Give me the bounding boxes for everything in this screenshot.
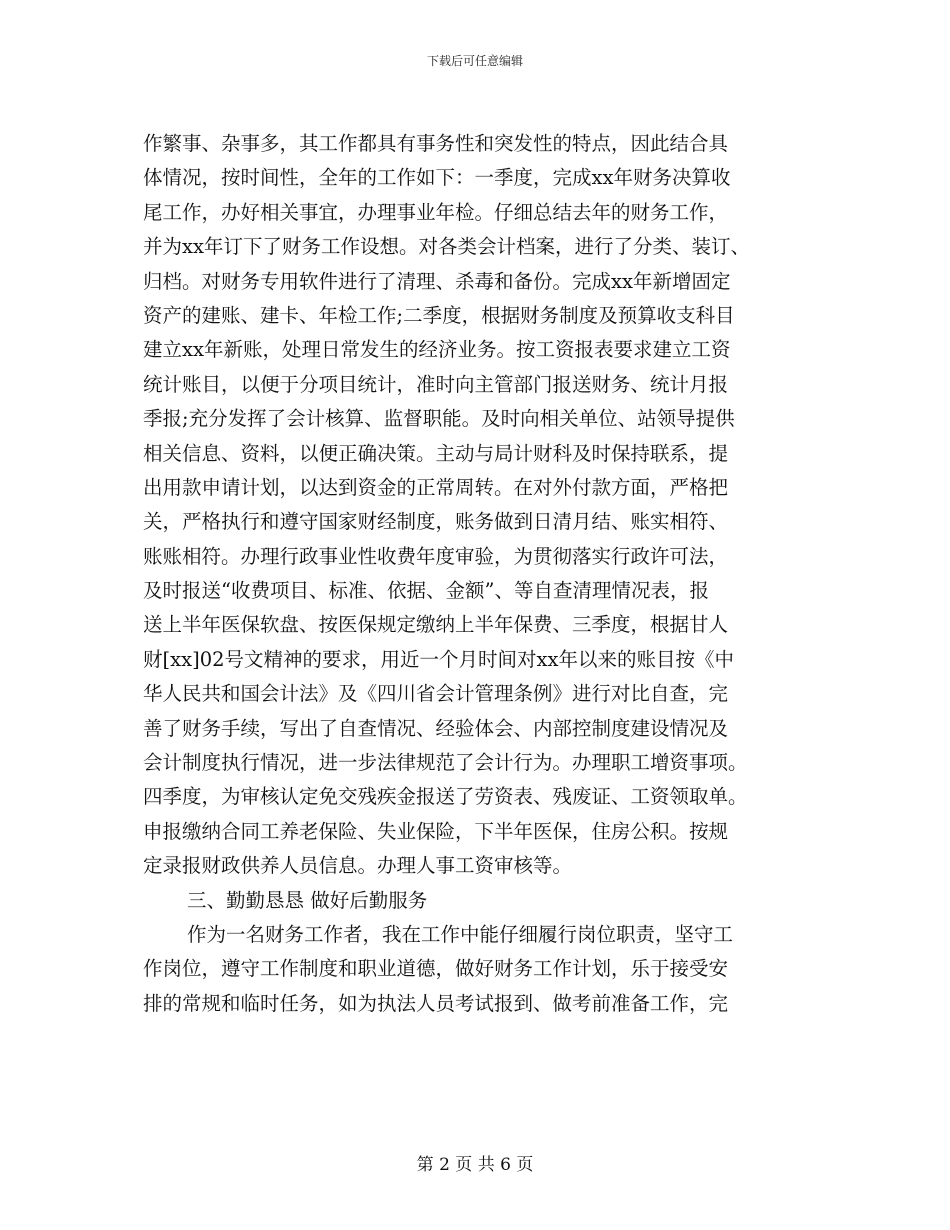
body-line: 建立xx年新账，处理日常发生的经济业务。按工资报表要求建立工资 [143, 338, 731, 362]
body-line: 账账相符。办理行政事业性收费年度审验，为贯彻落实行政许可法， [143, 544, 729, 568]
body-line: 作繁事、杂事多，其工作都具有事务性和突发性的特点，因此结合具 [143, 132, 729, 155]
body-line: 排的常规和临时任务，如为执法人员考试报到、做考前准备工作，完 [143, 991, 729, 1015]
body-line: 送上半年医保软盘、按医保规定缴纳上半年保费、三季度，根据甘人 [143, 613, 729, 637]
body-line: 华人民共和国会计法》及《四川省会计管理条例》进行对比自查，完 [143, 682, 729, 706]
body-line: 四季度，为审核认定免交残疾金报送了劳资表、残废证、工资领取单。 [143, 785, 748, 809]
body-line: 定录报财政供养人员信息。办理人事工资审核等。 [143, 854, 573, 878]
page-header: 下载后可任意编辑 [426, 54, 523, 68]
body-line: 体情况，按时间性，全年的工作如下：一季度，完成xx年财务决算收 [143, 166, 731, 190]
body-line: 财[xx]02号文精神的要求，用近一个月时间对xx年以来的账目按《中 [143, 647, 735, 671]
body-line: 出用款申请计划，以达到资金的正常周转。在对外付款方面，严格把 [143, 475, 729, 499]
body-line: 会计制度执行情况，进一步法律规范了会计行为。办理职工增资事项。 [143, 751, 748, 775]
document-body [143, 127, 823, 1021]
body-line: 及时报送“收费项目、标准、依据、金额”、等自查清理情况表，报 [143, 579, 709, 603]
body-line: 作为一名财务工作者，我在工作中能仔细履行岗位职责，坚守工 [187, 922, 734, 946]
body-line: 季报;充分发挥了会计核算、监督职能。及时向相关单位、站领导提供 [143, 407, 735, 431]
body-line: 申报缴纳合同工养老保险、失业保险，下半年医保，住房公积。按规 [143, 819, 729, 843]
body-line: 相关信息、资料，以便正确决策。主动与局计财科及时保持联系，提 [143, 441, 729, 465]
body-line: 尾工作，办好相关事宜，办理事业年检。仔细总结去年的财务工作， [143, 200, 729, 224]
body-line: 资产的建账、建卡、年检工作;二季度，根据财务制度及预算收支科目 [143, 303, 735, 327]
body-line: 关，严格执行和遵守国家财经制度，账务做到日清月结、账实相符、 [143, 510, 729, 534]
page-number: 第 2 页 共 6 页 [416, 1155, 534, 1175]
body-line: 并为xx年订下了财务工作设想。对各类会计档案，进行了分类、装订、 [143, 235, 750, 259]
body-line: 善了财务手续，写出了自查情况、经验体会、内部控制度建设情况及 [143, 716, 729, 740]
section-heading: 三、勤勤恳恳 做好后勤服务 [187, 888, 428, 912]
body-line: 作岗位，遵守工作制度和职业道德，做好财务工作计划，乐于接受安 [143, 957, 729, 981]
body-line: 归档。对财务专用软件进行了清理、杀毒和备份。完成xx年新增固定 [143, 269, 731, 293]
body-line: 统计账目，以便于分项目统计，准时向主管部门报送财务、统计月报 [143, 372, 729, 396]
